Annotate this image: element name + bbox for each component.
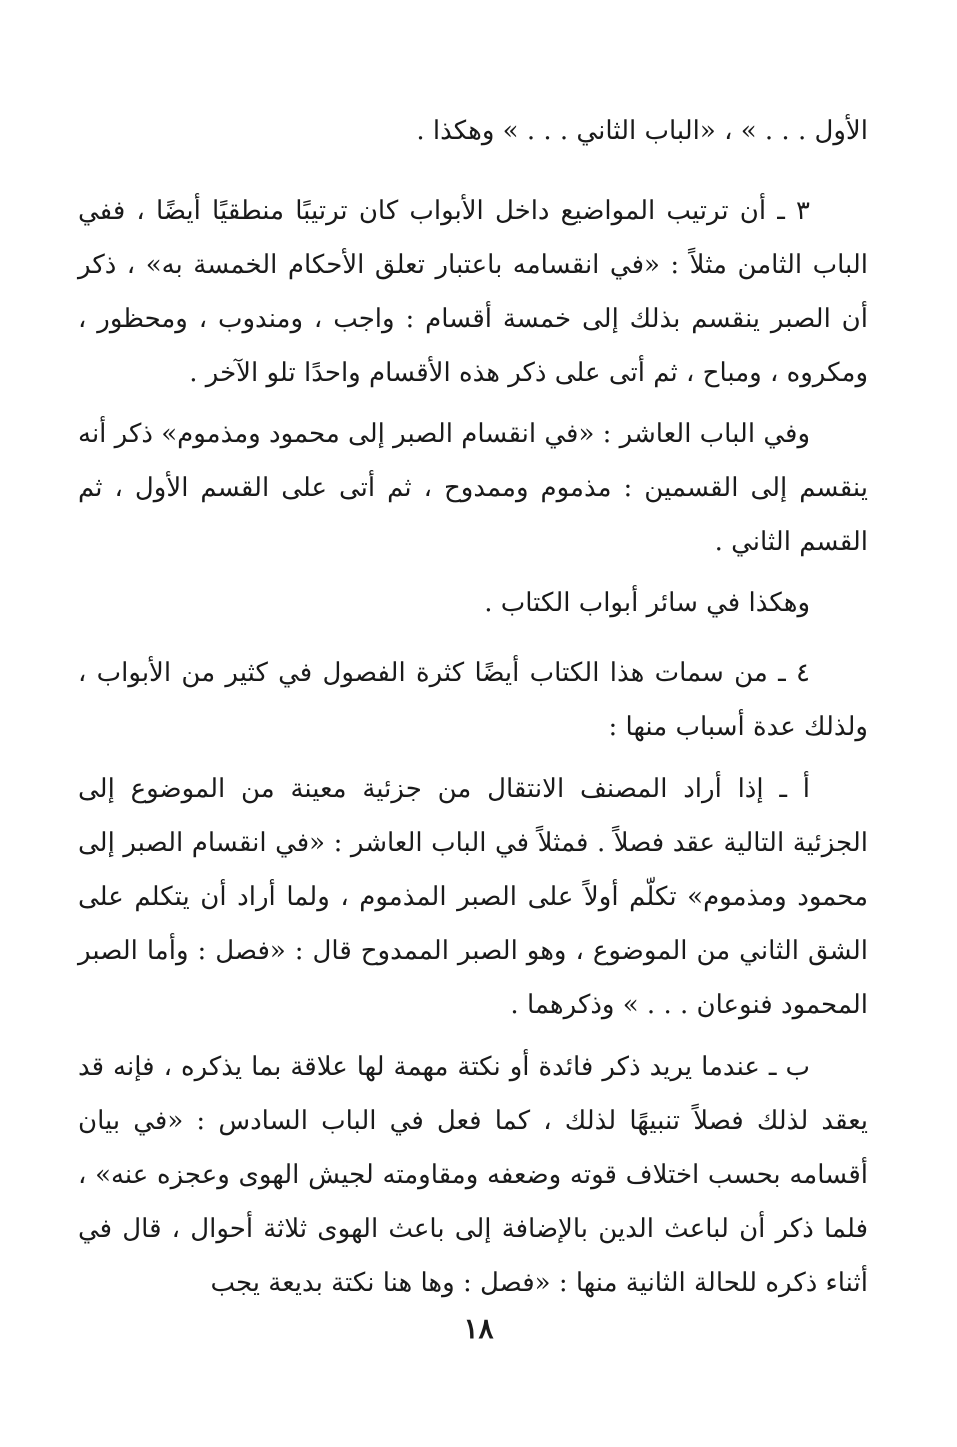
paragraph-item-4 bbox=[78, 646, 868, 754]
paragraph-text: ٤ ـ من سمات هذا الكتاب أيضًا كثرة الفصول في كثير من الأبواب ، ولذلك عدة أسباب منها : bbox=[78, 658, 868, 742]
paragraph-text: ب ـ عندما يريد ذكر فائدة أو نكتة مهمة لها علاقة بما يذكره ، فإنه قد يعقد لذلك فصلاً تنبيهًا لذلك ، كما فعل في الباب السادس : «في بيان أقسامه بحسب اختلاف قوته وضعفه ومقاومته لجيش الهوى وعجزه عنه» ، فلما ذكر أن لباعث الدين بالإضافة إلى باعث الهوى ثلاثة أحوال ، قال في أثناء ذكره للحالة الثانية منها : «فصل : وها هنا نكتة بديعة يجب bbox=[78, 1052, 868, 1298]
paragraph-text: أ ـ إذا أراد المصنف الانتقال من جزئية معينة من الموضوع إلى الجزئية التالية عقد فصلاً . فمثلاً في الباب العاشر : «في انقسام الصبر إلى محمود ومذموم» تكلّم أولاً على الصبر المذموم ، ولما أراد أن يتكلم على الشق الثاني من الموضوع ، وهو الصبر الممدوح قال : «فصل : وأما الصبر المحمود فنوعان . . . » وذكرهما . bbox=[78, 774, 868, 1020]
paragraph-text: ٣ ـ أن ترتيب المواضيع داخل الأبواب كان ترتيبًا منطقيًا أيضًا ، ففي الباب الثامن مثلاً : «في انقسامه باعتبار تعلق الأحكام الخمسة به» ، ذكر أن الصبر ينقسم بذلك إلى خمسة أقسام : واجب ، ومندوب ، ومحظور ، ومكروه ، ومباح ، ثم أتى على ذكر هذه الأقسام واحدًا تلو الآخر . bbox=[78, 196, 868, 388]
paragraph-item-b bbox=[78, 1040, 868, 1310]
paragraph-text: وفي الباب العاشر : «في انقسام الصبر إلى محمود ومذموم» ذكر أنه ينقسم إلى القسمين : مذموم وممدوح ، ثم أتى على القسم الأول ، ثم القسم الثاني . bbox=[78, 419, 868, 557]
paragraph-item-3 bbox=[78, 184, 868, 400]
paragraph-chapter-ten bbox=[78, 407, 868, 569]
paragraph-continuation bbox=[78, 104, 868, 158]
paragraph-item-a bbox=[78, 762, 868, 1032]
paragraph-text: وهكذا في سائر أبواب الكتاب . bbox=[484, 588, 810, 618]
page-number: ١٨ bbox=[463, 1312, 494, 1345]
paragraph-and-so-on bbox=[78, 576, 868, 630]
paragraph-text: الأول . . . » ، «الباب الثاني . . . » وهكذا . bbox=[416, 116, 868, 146]
